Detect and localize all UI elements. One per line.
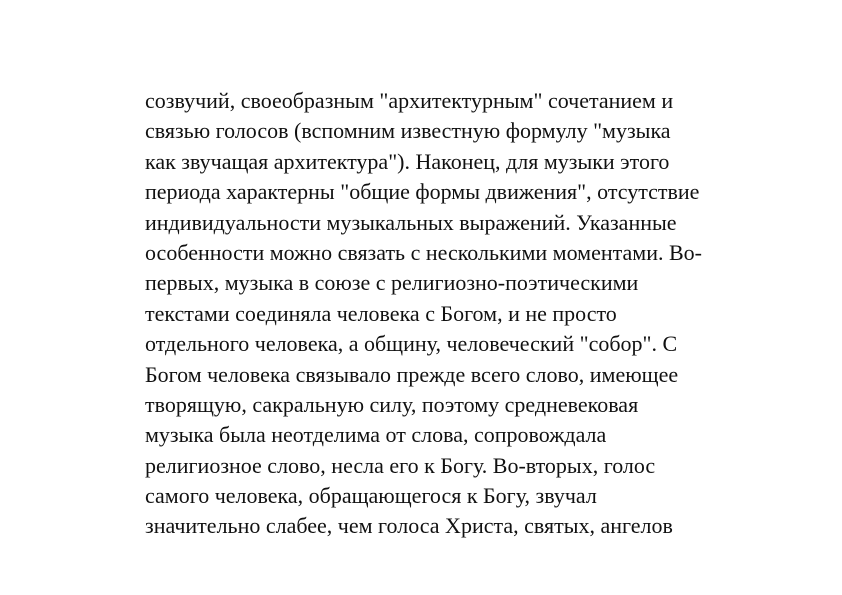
text-line: как звучащая архитектура"). Наконец, для музыки этого: [145, 148, 670, 174]
text-line: текстами соединяла человека с Богом, и не просто: [145, 300, 617, 326]
text-line: особенности можно связать с несколькими моментами. Во-: [145, 239, 702, 265]
text-line: первых, музыка в союзе с религиозно-поэтическими: [145, 270, 639, 296]
text-line: самого человека, обращающегося к Богу, звучал: [145, 483, 597, 509]
text-line: периода характерны "общие формы движения", отсутствие: [145, 179, 700, 205]
text-line: религиозное слово, несла его к Богу. Во-вторых, голос: [145, 452, 656, 478]
text-line: музыка была неотделима от слова, сопровождала: [145, 422, 607, 448]
text-line: отдельного человека, а общину, человеческий "собор". С: [145, 331, 678, 357]
text-line: значительно слабее, чем голоса Христа, святых, ангелов: [145, 513, 673, 539]
text-line: индивидуальности музыкальных выражений. Указанные: [145, 209, 677, 235]
text-line: связью голосов (вспомним известную формулу "музыка: [145, 118, 671, 144]
text-line: Богом человека связывало прежде всего слово, имеющее: [145, 361, 679, 387]
body-text: [145, 86, 705, 542]
text-line: творящую, сакральную силу, поэтому средневековая: [145, 391, 639, 417]
text-line: созвучий, своеобразным "архитектурным" сочетанием и: [145, 88, 674, 113]
